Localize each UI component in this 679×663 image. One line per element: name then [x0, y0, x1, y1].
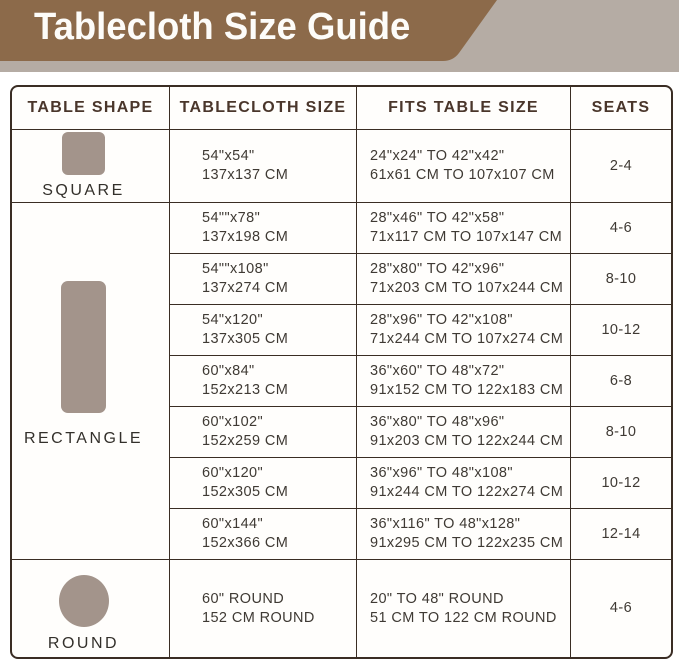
fits-inches: 24"x24" TO 42"x42" — [370, 148, 505, 164]
size-cm: 152 CM ROUND — [202, 609, 315, 626]
fits-inches: 36"x60" TO 48"x72" — [370, 363, 505, 379]
fits-table-size-cell — [357, 254, 571, 305]
seats-cell — [571, 509, 671, 560]
shape-label-square: SQUARE — [42, 182, 125, 199]
size-cm: 137x274 CM — [202, 280, 289, 296]
tablecloth-size-cell — [170, 458, 357, 509]
tablecloth-size-cell — [170, 509, 357, 560]
seats-value: 10-12 — [601, 474, 641, 491]
fits-inches: 28"x80" TO 42"x96" — [370, 261, 505, 277]
size-inches: 54"x54" — [202, 148, 255, 164]
fits-inches: 36"x116" TO 48"x128" — [370, 516, 521, 532]
size-cm: 137x305 CM — [202, 331, 289, 347]
column-header-table-shape: TABLE SHAPE — [12, 87, 170, 130]
seats-value: 12-14 — [601, 525, 641, 542]
fits-inches: 28"x46" TO 42"x58" — [370, 210, 505, 226]
fits-cm: 91x203 CM TO 122x244 CM — [370, 433, 564, 449]
shape-label-round: ROUND — [47, 634, 120, 652]
tablecloth-size-cell — [170, 356, 357, 407]
shape-cell-round — [12, 560, 170, 657]
size-inches: 60"x120" — [202, 465, 264, 481]
shape-cell-rectangle — [12, 203, 170, 560]
rectangle-shape-icon — [61, 281, 106, 413]
seats-value: 6-8 — [609, 372, 633, 389]
fits-inches: 36"x80" TO 48"x96" — [370, 414, 505, 430]
size-inches: 54"x120" — [202, 312, 264, 328]
fits-table-size-cell — [357, 560, 571, 657]
size-inches: 60" ROUND — [202, 590, 285, 607]
fits-inches: 36"x96" TO 48"x108" — [370, 465, 513, 481]
size-inches: 60"x84" — [202, 363, 255, 379]
column-header-seats: SEATS — [571, 87, 671, 130]
fits-table-size-cell — [357, 305, 571, 356]
fits-cm: 71x244 CM TO 107x274 CM — [370, 331, 564, 347]
tablecloth-size-cell — [170, 407, 357, 458]
shape-label-rectangle: RECTANGLE — [23, 429, 144, 447]
square-shape-icon — [62, 132, 105, 175]
header-banner — [0, 0, 679, 72]
tablecloth-size-cell — [170, 254, 357, 305]
tablecloth-size-cell — [170, 305, 357, 356]
fits-cm: 71x203 CM TO 107x244 CM — [370, 280, 564, 296]
fits-table-size-cell — [357, 458, 571, 509]
seats-cell — [571, 458, 671, 509]
fits-table-size-cell — [357, 356, 571, 407]
seats-value: 8-10 — [605, 423, 637, 440]
seats-value: 4-6 — [609, 219, 633, 236]
size-inches: 54""x108" — [202, 261, 269, 277]
size-cm: 152x305 CM — [202, 484, 289, 500]
tablecloth-size-cell — [170, 560, 357, 657]
seats-value: 4-6 — [609, 600, 633, 616]
seats-cell — [571, 560, 671, 657]
seats-value: 10-12 — [601, 321, 641, 338]
fits-cm: 51 CM TO 122 CM ROUND — [370, 609, 557, 626]
fits-cm: 91x152 CM TO 122x183 CM — [370, 382, 564, 398]
size-guide-table — [10, 85, 673, 659]
round-shape-icon — [59, 575, 109, 627]
size-inches: 60"x144" — [202, 516, 264, 532]
size-cm: 137x198 CM — [202, 229, 289, 245]
size-cm: 152x259 CM — [202, 433, 289, 449]
seats-cell — [571, 356, 671, 407]
seats-cell — [571, 254, 671, 305]
size-cm: 152x213 CM — [202, 382, 289, 398]
seats-cell — [571, 305, 671, 356]
size-cm: 137x137 CM — [202, 167, 289, 183]
fits-cm: 61x61 CM TO 107x107 CM — [370, 167, 555, 183]
fits-cm: 91x295 CM TO 122x235 CM — [370, 535, 564, 551]
seats-cell — [571, 130, 671, 203]
size-cm: 152x366 CM — [202, 535, 289, 551]
fits-table-size-cell — [357, 509, 571, 560]
seats-cell — [571, 407, 671, 458]
fits-inches: 28"x96" TO 42"x108" — [370, 312, 513, 328]
fits-table-size-cell — [357, 203, 571, 254]
page-title: Tablecloth Size Guide — [34, 6, 411, 48]
size-inches: 54""x78" — [202, 210, 261, 226]
fits-table-size-cell — [357, 407, 571, 458]
fits-cm: 91x244 CM TO 122x274 CM — [370, 484, 564, 500]
shape-cell-square — [12, 130, 170, 203]
tablecloth-size-cell — [170, 130, 357, 203]
tablecloth-size-cell — [170, 203, 357, 254]
fits-cm: 71x117 CM TO 107x147 CM — [370, 229, 563, 245]
seats-value: 8-10 — [605, 270, 637, 287]
column-header-tablecloth-size: TABLECLOTH SIZE — [170, 87, 357, 130]
seats-cell — [571, 203, 671, 254]
size-inches: 60"x102" — [202, 414, 264, 430]
fits-inches: 20" TO 48" ROUND — [370, 590, 504, 607]
seats-value: 2-4 — [609, 157, 633, 174]
column-header-fits-table-size: FITS TABLE SIZE — [357, 87, 571, 130]
fits-table-size-cell — [357, 130, 571, 203]
